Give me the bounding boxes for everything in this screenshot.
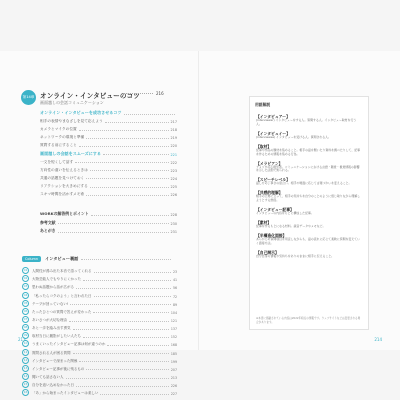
toc-item-title: リアクションを大きめにする (40, 183, 88, 188)
leader-dots (76, 386, 169, 387)
glossary-term: 【インタビュー記事】 (256, 207, 294, 213)
leader-dots (58, 223, 169, 224)
leader-dots (86, 138, 168, 139)
toc-item (40, 217, 177, 225)
toc-item (40, 148, 177, 156)
toc-item (40, 116, 177, 124)
leader-dots (90, 187, 169, 188)
column-number-icon: 10 (23, 341, 28, 346)
column-item-page: 56 (172, 286, 177, 291)
toc-item (40, 173, 177, 181)
column-item-title: あと一歩を踏み出す勇気 (32, 326, 71, 331)
column-item (22, 307, 177, 315)
toc-list-back-matter (40, 209, 177, 234)
glossary-entry (256, 161, 362, 174)
glossary-term: 【インタビュイー】 (256, 130, 291, 136)
toc-item (40, 132, 177, 140)
toc-item-page: 223 (170, 168, 177, 173)
toc-item-title: 質問する前にすること (40, 143, 77, 148)
column-item (22, 290, 177, 298)
glossary-description: 記事を作るもとになる材料。録音データやメモなど。 (256, 223, 326, 228)
toc-item-page: 228 (170, 213, 177, 218)
toc-item (40, 108, 177, 116)
column-item-page: 152 (170, 335, 177, 340)
glossary-term: 【半構造化面接】 (256, 232, 287, 238)
glossary-term: 【メラビアン】 (256, 160, 283, 166)
column-item (22, 299, 177, 307)
toc-item-title: 方向性の違いを伝えるときは (40, 167, 88, 172)
chapter-page-number: 216 (156, 91, 164, 96)
column-number-icon: 03 (23, 284, 28, 289)
left-page (0, 51, 199, 397)
leader-dots (83, 280, 171, 281)
glossary-entry (256, 144, 362, 157)
column-item-page: 199 (170, 359, 177, 364)
leader-dots (107, 345, 169, 346)
toc-item-title: 共通の話題を見つけておく (40, 175, 85, 180)
toc-item-page: 217 (170, 120, 177, 125)
chapter-subtitle: 画面越しの会話コミュニケーション (40, 100, 104, 105)
right-page (199, 51, 400, 350)
leader-dots (73, 329, 169, 330)
column-item (22, 372, 177, 380)
column-item-title: うまくいったインタビュー記事は何が違うのか (32, 342, 106, 347)
leader-dots (86, 369, 169, 370)
column-item-title: 質問される人が困る質問 (32, 350, 71, 355)
glossary-title: 用語解説 (255, 102, 271, 107)
glossary-description: (interviewer) インタビューをする人。質問する人。インタビュー取材を行う人。 (256, 118, 357, 126)
toc-item-page: 231 (170, 230, 177, 235)
column-number-icon: 14 (23, 373, 28, 378)
column-header (22, 256, 171, 262)
column-list (22, 266, 177, 396)
column-item (22, 339, 177, 347)
toc-item-title: 相手の表情やまなざしを見て応えよう (40, 119, 103, 124)
column-item-title: 大物芸能人でもやりにくかった (32, 277, 81, 282)
column-number-icon: 01 (23, 268, 28, 273)
toc-item-title: オンライン・インタビューを成功させるコツ (40, 110, 122, 116)
leader-dots (76, 288, 171, 289)
column-item (22, 315, 177, 323)
glossary-description: 話し方の丁寧さの度合い。相手や場面に応じて言葉づかいを変えること。 (256, 181, 352, 186)
glossary-body (256, 114, 362, 263)
column-item (22, 331, 177, 339)
column-item (22, 274, 177, 282)
toc-item-title: スキマ時間を活かすメモ術 (40, 192, 85, 197)
glossary-box (249, 96, 369, 330)
glossary-description: インタビューの内容をもとに構成した記事。 (256, 211, 314, 216)
toc-item-page: 225 (170, 184, 177, 189)
column-item (22, 323, 177, 331)
book-spread (0, 51, 400, 397)
column-item-page: 137 (170, 327, 177, 332)
column-number-icon: 11 (23, 349, 28, 354)
column-item-page: 227 (170, 392, 177, 397)
column-item-page: 213 (170, 375, 177, 380)
toc-item-page: 219 (170, 136, 177, 141)
column-item-title: 「私ったらコクのよう」と言われた日 (32, 293, 92, 298)
glossary-entry (256, 177, 362, 186)
glossary-description: 相手の立場に立って、相手の気持ちを自分のことのように感じ取りながら理解しようとする態度。 (256, 194, 361, 203)
toc-item (40, 226, 177, 234)
glossary-term: 【インタビュアー】 (256, 114, 290, 119)
column-item (22, 347, 177, 355)
toc-item (40, 181, 177, 189)
column-item (22, 380, 177, 388)
column-number-icon: 09 (23, 333, 28, 338)
toc-item-page: 224 (170, 176, 177, 181)
toc-item (40, 209, 177, 217)
column-item-page: 41 (172, 278, 177, 283)
column-number-icon: 02 (23, 276, 28, 281)
glossary-term: 【素材】 (256, 219, 272, 225)
column-item-title: 取材当日に撮影がしたい人たち (32, 334, 81, 339)
leader-dots (103, 154, 169, 155)
glossary-description: 記事や作品の題材を集めること。相手の話を聞いたり資料を調べたりして、記事を作るための情報を集める行為。 (256, 147, 361, 156)
page-number-left: 213 (18, 337, 26, 342)
leader-dots (75, 162, 168, 163)
glossary-term: 【自己開示】 (256, 249, 279, 255)
leader-dots (124, 114, 175, 115)
glossary-description: (interviewee) インタビューを受ける人。質問される人。 (256, 134, 331, 139)
column-number-icon: 08 (23, 325, 28, 330)
column-badge: Column (22, 256, 41, 262)
column-item-page: 168 (170, 343, 177, 348)
leader-dots (94, 296, 171, 297)
leader-dots (73, 353, 169, 354)
column-item-page: 23 (172, 270, 177, 275)
toc-item-title: 画面越しの会話をスムーズにする (40, 150, 101, 156)
toc-item-page: 222 (170, 160, 177, 165)
leader-dots (90, 170, 169, 171)
leader-dots (81, 259, 171, 260)
column-title: インタビュー裏話 (45, 256, 79, 261)
column-number-icon: 06 (23, 308, 28, 313)
column-item-title: インタビュー記事が後に残るもの (32, 366, 85, 371)
column-item-title: 思わぬ話題から話が広がる (32, 285, 74, 290)
column-item (22, 282, 177, 290)
glossary-footnote: ※本書に掲載されている内容は2022年時点の情報です。ウェブサイトなどは変更される場合があります。 (256, 317, 361, 324)
toc-item-title: 参考文献 (40, 219, 56, 225)
column-item-page: 72 (172, 294, 177, 299)
column-number-icon: 05 (23, 300, 28, 305)
column-number-icon: 07 (23, 316, 28, 321)
toc-item (40, 157, 177, 165)
glossary-description: 自分自身の情報や気持ちをありのままに相手に伝えること。 (256, 253, 335, 258)
column-item-title: たったひとつの質問で答えが変わった (32, 309, 92, 314)
column-item (22, 356, 177, 364)
column-item-title: 自分を追い込めなかった日 (32, 383, 74, 388)
toc-list (40, 108, 177, 197)
toc-item-title: あとがき (40, 228, 56, 234)
glossary-entry (256, 233, 362, 246)
toc-item-page: 218 (170, 128, 177, 133)
leader-dots (123, 93, 153, 94)
column-item-page: 185 (170, 351, 177, 356)
column-item (22, 388, 177, 396)
leader-dots (86, 195, 168, 196)
column-item-page: 207 (170, 367, 177, 372)
glossary-term: 【共感的理解】 (256, 190, 283, 196)
leader-dots (100, 394, 169, 395)
glossary-term: 【スピーチレベル】 (256, 177, 290, 183)
leader-dots (58, 232, 169, 233)
leader-dots (91, 215, 169, 216)
glossary-entry (256, 131, 362, 140)
leader-dots (79, 130, 169, 131)
toc-item (40, 189, 177, 197)
column-number-icon: 16 (23, 390, 28, 395)
toc-item-page: 220 (170, 144, 177, 149)
chapter-title: オンライン・インタビューのコツ (40, 92, 140, 100)
leader-dots (105, 122, 169, 123)
column-number-icon: 15 (23, 382, 28, 387)
toc-item-page: 221 (170, 152, 177, 157)
glossary-description: あらかじめ質問項目を用意しながらも、話の流れに応じて柔軟に質問を変えていく面接方法。 (256, 236, 361, 245)
leader-dots (70, 304, 171, 305)
toc-item-title: ネットワークの環境と準備 (40, 135, 85, 140)
column-item-page: 104 (170, 310, 177, 315)
leader-dots (93, 312, 169, 313)
column-item-page: 121 (170, 318, 177, 323)
chapter-badge: 第14章 (21, 90, 36, 105)
toc-item-title: WORKの解答例とポイント (40, 211, 89, 217)
column-item-title: テープが回っていない! (32, 301, 69, 306)
glossary-entry (256, 114, 362, 127)
leader-dots (94, 272, 171, 273)
leader-dots (83, 337, 169, 338)
glossary-description: アメリカの心理学者。コミュニケーションにおける言語・聴覚・視覚情報の影響を示した法則で知られる。 (256, 164, 360, 173)
column-item (22, 364, 177, 372)
leader-dots (69, 321, 169, 322)
leader-dots (66, 378, 169, 379)
leader-dots (79, 146, 169, 147)
column-item-title: あいさつが大切な理由 (32, 317, 67, 322)
column-item-page: 89 (172, 302, 177, 307)
column-number-icon: 12 (23, 357, 28, 362)
glossary-entry (256, 190, 362, 203)
toc-item (40, 165, 177, 173)
column-item-title: 聞いても話さない人 (32, 374, 64, 379)
column-number-icon: 13 (23, 365, 28, 370)
leader-dots (86, 178, 168, 179)
toc-item-page: 230 (170, 221, 177, 226)
toc-item-title: 一文を短くして話す (40, 159, 74, 164)
leader-dots (79, 361, 169, 362)
toc-item-title: カメラとマイクの位置 (40, 127, 77, 132)
column-number-icon: 04 (23, 292, 28, 297)
glossary-entry (256, 220, 362, 229)
column-item (22, 266, 177, 274)
toc-item (40, 124, 177, 132)
column-item-title: インタビューで深まった関係 (32, 358, 78, 363)
page-number-right: 214 (374, 337, 382, 342)
glossary-term: 【取材】 (256, 143, 272, 149)
glossary-entry (256, 207, 362, 216)
toc-item (40, 140, 177, 148)
toc-item-page: 226 (170, 193, 177, 198)
column-item-title: 「あ」から始まったインタビューは楽しい (32, 391, 99, 396)
column-item-page: 226 (170, 384, 177, 389)
column-item-title: 人間性が滲み出た本音で語ってくれる (32, 269, 92, 274)
glossary-entry (256, 250, 362, 259)
